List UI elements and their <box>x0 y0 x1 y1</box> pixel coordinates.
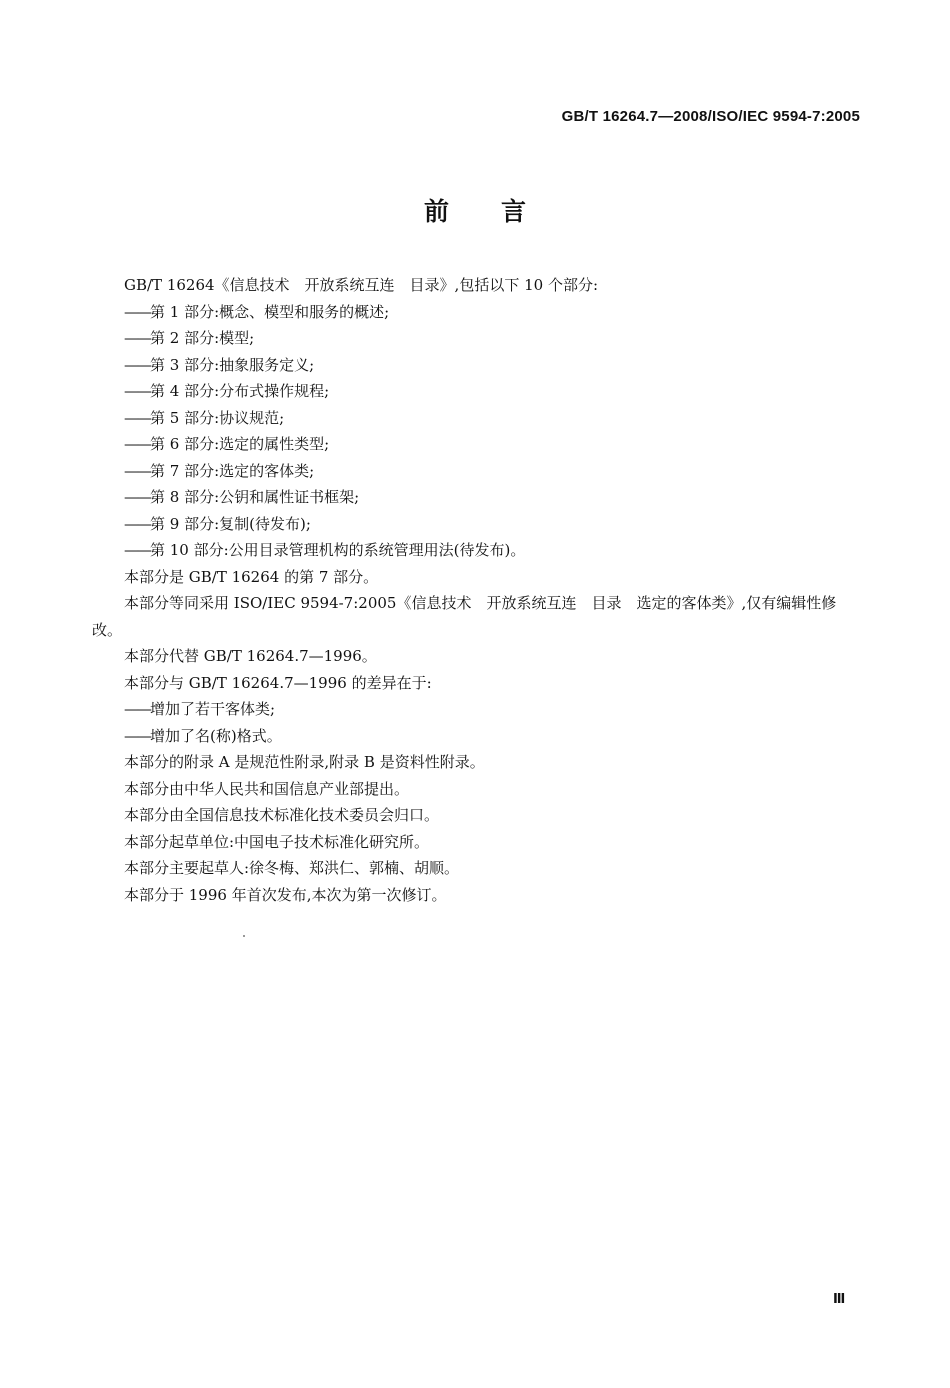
part-item-2 <box>92 325 862 352</box>
differences-intro-paragraph: 本部分与 GB/T 16264.7—1996 的差异在于: <box>124 673 432 692</box>
difference-item-text: 增加了名(称)格式。 <box>150 726 282 745</box>
part-item-text: 第 10 部分:公用目录管理机构的系统管理用法(待发布)。 <box>150 541 526 559</box>
dash: —— <box>124 461 150 480</box>
page-title: 前言 <box>423 197 578 226</box>
part-item-5 <box>92 405 862 432</box>
foreword-body <box>92 272 862 908</box>
equivalence-paragraph: 本部分等同采用 ISO/IEC 9594-7:2005《信息技术 开放系统互连 目录 选定的客体类》,仅有编辑性修改。 <box>92 594 837 639</box>
replaces-paragraph: 本部分代替 GB/T 16264.7—1996。 <box>124 647 377 665</box>
dash: —— <box>124 435 150 453</box>
annexes-paragraph: 本部分的附录 A 是规范性附录,附录 B 是资料性附录。 <box>124 753 485 771</box>
part-item-text: 第 8 部分:公钥和属性证书框架; <box>150 488 360 506</box>
part-item-8 <box>92 484 862 511</box>
dash: —— <box>124 355 150 374</box>
scan-speck <box>243 935 245 937</box>
dash: —— <box>124 302 150 321</box>
part-item-4 <box>92 378 862 405</box>
difference-item-text: 增加了若干客体类; <box>150 700 276 718</box>
intro-paragraph: GB/T 16264《信息技术 开放系统互连 目录》,包括以下 10 个部分: <box>124 276 598 294</box>
dash: —— <box>124 488 150 506</box>
part-item-text: 第 3 部分:抽象服务定义; <box>150 355 315 374</box>
difference-item-1 <box>92 696 862 723</box>
standard-number-header: GB/T 16264.7—2008/ISO/IEC 9594-7:2005 <box>561 108 860 125</box>
dash: —— <box>124 382 150 400</box>
dash: —— <box>124 700 150 718</box>
this-part-paragraph: 本部分是 GB/T 16264 的第 7 部分。 <box>124 567 379 586</box>
part-item-text: 第 9 部分:复制(待发布); <box>150 514 311 533</box>
difference-item-2 <box>92 723 862 750</box>
managed-by-paragraph: 本部分由全国信息技术标准化技术委员会归口。 <box>124 806 440 824</box>
part-item-9 <box>92 511 862 538</box>
part-item-6 <box>92 431 862 458</box>
part-item-text: 第 1 部分:概念、模型和服务的概述; <box>150 302 390 321</box>
drafters-paragraph: 本部分主要起草人:徐冬梅、郑洪仁、郭楠、胡顺。 <box>124 859 460 877</box>
part-item-text: 第 4 部分:分布式操作规程; <box>150 382 330 400</box>
dash: —— <box>124 726 150 745</box>
dash: —— <box>124 541 150 559</box>
part-item-1 <box>92 299 862 326</box>
history-paragraph: 本部分于 1996 年首次发布,本次为第一次修订。 <box>124 885 447 904</box>
part-item-10 <box>92 537 862 564</box>
part-item-text: 第 7 部分:选定的客体类; <box>150 461 315 480</box>
proposed-by-paragraph: 本部分由中华人民共和国信息产业部提出。 <box>124 779 410 798</box>
part-item-text: 第 2 部分:模型; <box>150 329 255 347</box>
part-item-text: 第 5 部分:协议规范; <box>150 408 285 427</box>
part-item-3 <box>92 352 862 379</box>
drafting-unit-paragraph: 本部分起草单位:中国电子技术标准化研究所。 <box>124 832 430 851</box>
dash: —— <box>124 408 150 427</box>
page-number: Ⅲ <box>833 1291 846 1306</box>
part-item-text: 第 6 部分:选定的属性类型; <box>150 435 330 453</box>
part-item-7 <box>92 458 862 485</box>
dash: —— <box>124 329 150 347</box>
dash: —— <box>124 514 150 533</box>
